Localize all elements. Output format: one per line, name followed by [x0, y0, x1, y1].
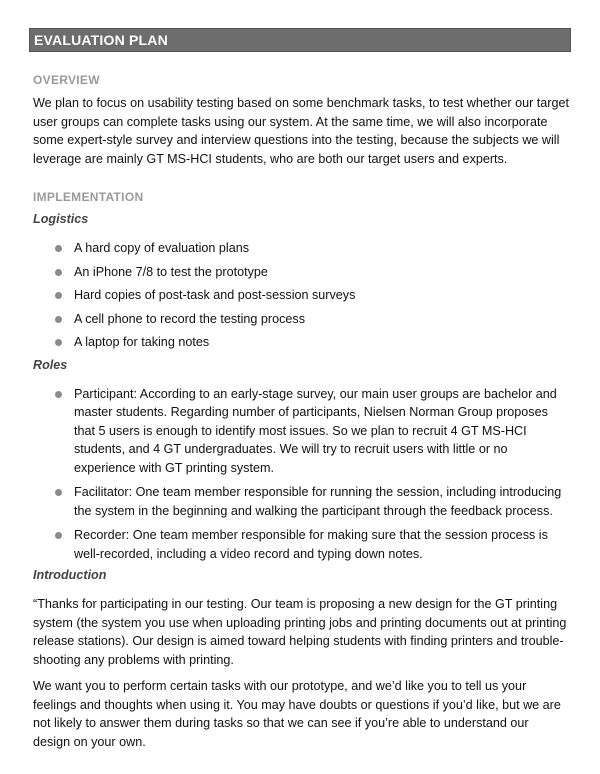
bullet-icon: [55, 316, 62, 323]
list-item: Hard copies of post-task and post-session surveys: [33, 286, 569, 305]
logistics-list: [33, 239, 569, 352]
logistics-heading: Logistics: [33, 212, 89, 226]
bullet-icon: [55, 532, 62, 539]
roles-heading: Roles: [33, 357, 68, 372]
introduction-heading: Introduction: [33, 568, 107, 582]
introduction-paragraph: We want you to perform certain tasks with our prototype, and we’d like you to tell us your feelings and thoughts when using it. You may have doubts or questions if you’d like, but we are not likely to answer them during tasks so that we can see if you’re able to understand our design on your own.: [33, 679, 561, 749]
list-item: An iPhone 7/8 to test the prototype: [33, 263, 569, 282]
overview-paragraph: We plan to focus on usability testing based on some benchmark tasks, to test whether our target user groups can complete tasks using our system. At the same time, we will also incorporate some expert-style survey and interview questions into the testing, because the subjects we will leverage are mainly GT MS-HCI students, who are both our target users and experts.: [33, 96, 569, 166]
bullet-icon: [55, 489, 62, 496]
introduction-paragraph: “Thanks for participating in our testing. Our team is proposing a new design for the GT printing system (the system you use when uploading printing jobs and printing documents out at printing release stations). Our design is aimed toward helping students with finding printers and trouble-shooting any problems with printing.: [33, 597, 567, 667]
list-item: Facilitator: One team member responsible for running the session, including introducing the system in the beginning and walking the participant through the feedback process.: [33, 483, 569, 520]
bullet-icon: [55, 339, 62, 346]
list-item: A hard copy of evaluation plans: [33, 239, 569, 258]
bullet-icon: [55, 292, 62, 299]
bullet-icon: [55, 245, 62, 252]
roles-list: [33, 385, 569, 564]
list-item: A laptop for taking notes: [33, 333, 569, 352]
document-content: [33, 72, 569, 751]
bullet-icon: [55, 269, 62, 276]
implementation-heading: IMPLEMENTATION: [33, 190, 144, 204]
section-banner: EVALUATION PLAN: [29, 28, 571, 52]
bullet-icon: [55, 391, 62, 398]
list-item: Recorder: One team member responsible for making sure that the session process is well-recorded, including a video record and typing down notes.: [33, 526, 569, 563]
overview-heading: OVERVIEW: [33, 73, 100, 87]
list-item: Participant: According to an early-stage survey, our main user groups are bachelor and master students. Regarding number of participants, Nielsen Norman Group proposes that 5 users is enough to identify most issues. So we plan to recruit 4 GT MS-HCI students, and 4 GT undergraduates. We will try to recruit users with little or no experience with GT printing system.: [33, 385, 569, 478]
list-item: A cell phone to record the testing process: [33, 310, 569, 329]
